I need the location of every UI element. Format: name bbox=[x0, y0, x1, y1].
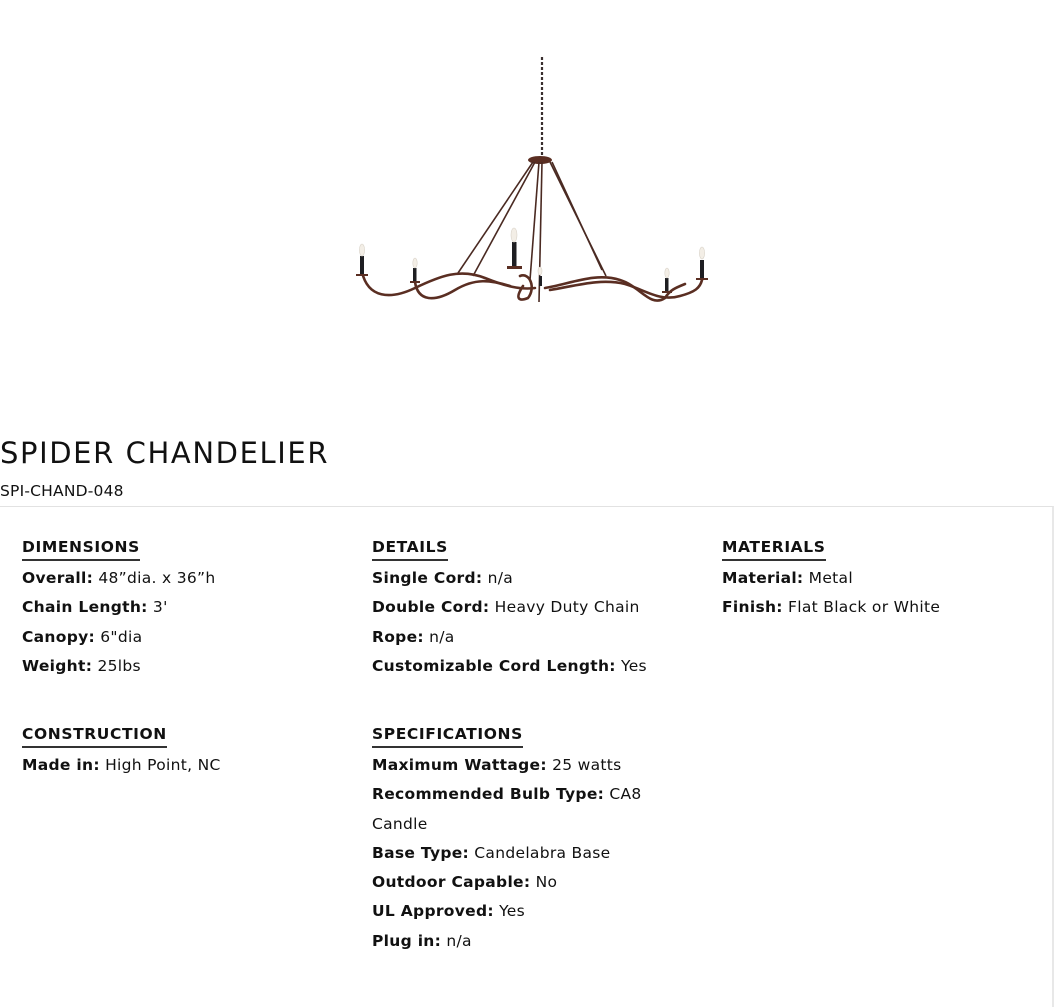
spec-label: Chain Length: bbox=[22, 598, 148, 617]
spec-row-plug-in bbox=[372, 927, 662, 956]
spec-value: n/a bbox=[429, 627, 455, 646]
spec-row-chain-length bbox=[22, 593, 216, 622]
product-title: SPIDER CHANDELIER bbox=[0, 436, 330, 470]
spec-label: Base Type: bbox=[372, 843, 470, 862]
spec-row-material bbox=[722, 564, 940, 593]
spec-value: High Point, NC bbox=[105, 756, 221, 774]
spec-label: Finish: bbox=[722, 598, 783, 617]
spec-label: Material: bbox=[722, 569, 804, 587]
spec-value: Metal bbox=[808, 569, 853, 587]
spec-value: 25lbs bbox=[97, 656, 141, 675]
section-dimensions bbox=[22, 536, 216, 681]
spec-label: Rope: bbox=[372, 627, 424, 646]
spec-row-recommended-bulb-type bbox=[372, 780, 662, 839]
spec-label: Double Cord: bbox=[372, 598, 490, 617]
spec-row-rope bbox=[372, 623, 647, 652]
spec-row-overall bbox=[22, 564, 216, 593]
section-heading: SPECIFICATIONS bbox=[372, 723, 523, 748]
spec-label: Weight: bbox=[22, 656, 93, 675]
spec-value: No bbox=[535, 873, 558, 892]
spec-row-made-in bbox=[22, 751, 221, 780]
spec-label: Canopy: bbox=[22, 627, 96, 646]
spec-row-single-cord bbox=[372, 564, 647, 593]
spec-label: Single Cord: bbox=[372, 569, 483, 587]
spec-row-finish bbox=[722, 593, 940, 622]
spec-value: n/a bbox=[446, 931, 472, 950]
spec-row-double-cord bbox=[372, 593, 647, 622]
spec-row-outdoor-capable bbox=[372, 868, 662, 897]
spec-row-ul-approved bbox=[372, 897, 662, 926]
spec-row-maximum-wattage bbox=[372, 751, 662, 780]
spec-value: 48”dia. x 36”h bbox=[98, 569, 216, 587]
spec-value: 25 watts bbox=[552, 756, 622, 774]
spec-label: Customizable Cord Length: bbox=[372, 656, 616, 675]
section-heading: CONSTRUCTION bbox=[22, 723, 167, 748]
spec-value: CA8 Candle bbox=[372, 785, 642, 833]
spec-value: Heavy Duty Chain bbox=[494, 598, 640, 617]
spec-value: 3' bbox=[152, 598, 168, 617]
spec-value: Yes bbox=[621, 656, 647, 675]
spec-row-canopy bbox=[22, 623, 216, 652]
spec-label: Plug in: bbox=[372, 931, 442, 950]
product-sku: SPI-CHAND-048 bbox=[0, 482, 124, 500]
section-heading: DETAILS bbox=[372, 536, 448, 561]
spec-row-base-type bbox=[372, 839, 662, 868]
chandelier-product-image bbox=[340, 40, 720, 330]
spec-value: Yes bbox=[499, 902, 526, 921]
section-details bbox=[372, 536, 647, 681]
section-construction bbox=[22, 723, 221, 780]
spec-value: n/a bbox=[487, 569, 514, 587]
section-heading: DIMENSIONS bbox=[22, 536, 140, 561]
spec-label: Maximum Wattage: bbox=[372, 756, 547, 774]
spec-value: 6"dia bbox=[100, 627, 143, 646]
spec-value: Flat Black or White bbox=[788, 598, 941, 617]
spec-label: Outdoor Capable: bbox=[372, 873, 531, 892]
spec-label: Recommended Bulb Type: bbox=[372, 785, 605, 804]
spec-row-customizable-cord-length bbox=[372, 652, 647, 681]
spec-value: Candelabra Base bbox=[474, 843, 611, 862]
spec-label: Overall: bbox=[22, 569, 94, 587]
spec-label: Made in: bbox=[22, 756, 100, 774]
section-heading: MATERIALS bbox=[722, 536, 826, 561]
spec-label: UL Approved: bbox=[372, 902, 494, 921]
section-specifications bbox=[372, 723, 662, 956]
spec-row-weight bbox=[22, 652, 216, 681]
product-image-area bbox=[0, 0, 1056, 420]
section-materials bbox=[722, 536, 940, 623]
